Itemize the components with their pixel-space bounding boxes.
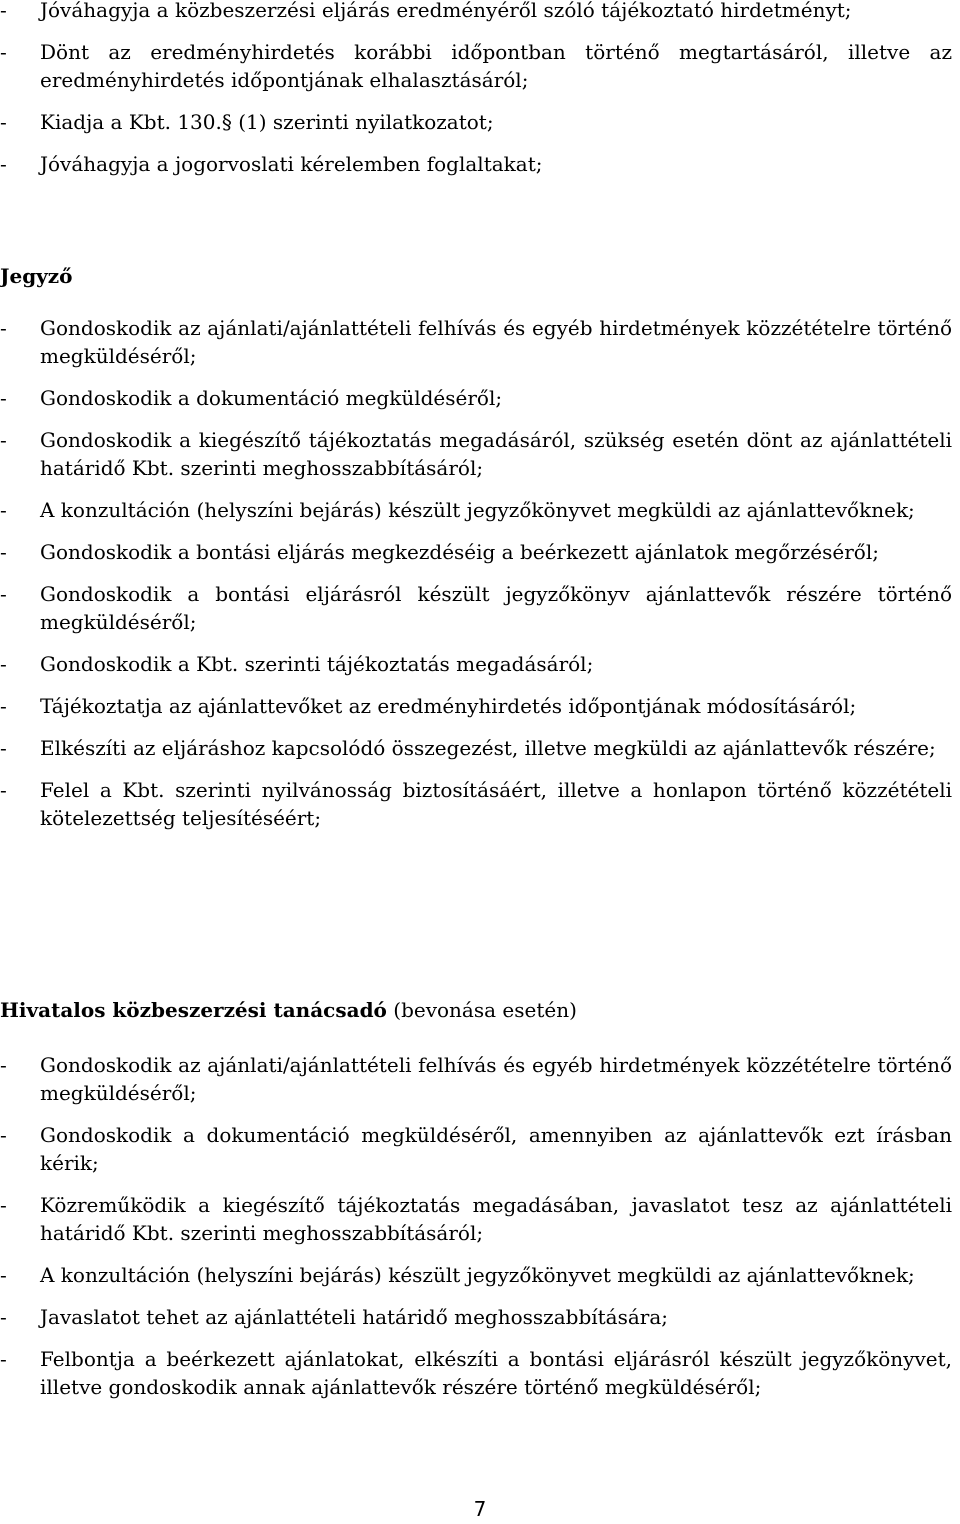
list-item-text: Gondoskodik a Kbt. szerinti tájékoztatás megadásáról; <box>40 652 594 676</box>
list-item-text: Jóváhagyja a közbeszerzési eljárás eredményéről szóló tájékoztató hirdetményt; <box>40 0 852 22</box>
section-jegyzo <box>0 314 956 832</box>
list-item <box>0 1121 956 1177</box>
list-item-text: Gondoskodik az ajánlati/ajánlattételi felhívás és egyéb hirdetmények közzétételre történő megküldéséről; <box>40 316 952 368</box>
section-approvals <box>0 0 956 178</box>
dash-bullet: - <box>0 386 7 410</box>
list-item <box>0 1345 956 1401</box>
heading-bold-text: Hivatalos közbeszerzési tanácsadó <box>0 998 387 1022</box>
dash-bullet: - <box>0 1347 7 1371</box>
dash-bullet: - <box>0 1123 7 1147</box>
section-heading-tanacsado <box>0 996 577 1024</box>
list-item <box>0 38 956 94</box>
list-item <box>0 776 956 832</box>
list-item-text: Gondoskodik a bontási eljárás megkezdéséig a beérkezett ajánlatok megőrzéséről; <box>40 540 879 564</box>
list-item-text: Gondoskodik a kiegészítő tájékoztatás megadásáról, szükség esetén dönt az ajánlattételi határidő Kbt. szerinti meghosszabbításáról; <box>40 428 952 480</box>
dash-bullet: - <box>0 778 7 802</box>
approvals-list <box>0 0 956 178</box>
list-item-text: A konzultáción (helyszíni bejárás) készült jegyzőkönyvet megküldi az ajánlattevőknek; <box>40 498 915 522</box>
dash-bullet: - <box>0 582 7 606</box>
list-item-text: Közreműködik a kiegészítő tájékoztatás megadásában, javaslatot tesz az ajánlattételi határidő Kbt. szerinti meghosszabbításáról; <box>40 1193 952 1245</box>
dash-bullet: - <box>0 428 7 452</box>
list-item <box>0 426 956 482</box>
list-item <box>0 384 956 412</box>
heading-note-text: (bevonása esetén) <box>386 998 577 1022</box>
dash-bullet: - <box>0 736 7 760</box>
dash-bullet: - <box>0 1305 7 1329</box>
list-item <box>0 650 956 678</box>
dash-bullet: - <box>0 694 7 718</box>
list-item <box>0 734 956 762</box>
heading-text: Jegyző <box>0 264 73 288</box>
list-item <box>0 1261 956 1289</box>
dash-bullet: - <box>0 540 7 564</box>
list-item <box>0 150 956 178</box>
list-item <box>0 1051 956 1107</box>
list-item-text: Gondoskodik a bontási eljárásról készült jegyzőkönyv ajánlattevők részére történő megküldéséről; <box>40 582 952 634</box>
list-item <box>0 1191 956 1247</box>
list-item-text: Gondoskodik az ajánlati/ajánlattételi felhívás és egyéb hirdetmények közzétételre történő megküldéséről; <box>40 1053 952 1105</box>
list-item <box>0 580 956 636</box>
list-item <box>0 1303 956 1331</box>
list-item-text: Gondoskodik a dokumentáció megküldéséről, amennyiben az ajánlattevők ezt írásban kérik; <box>40 1123 952 1175</box>
list-item-text: Jóváhagyja a jogorvoslati kérelemben foglaltakat; <box>40 152 543 176</box>
list-item-text: Javaslatot tehet az ajánlattételi határidő meghosszabbítására; <box>40 1305 669 1329</box>
list-item-text: Kiadja a Kbt. 130.§ (1) szerinti nyilatkozatot; <box>40 110 494 134</box>
page-number: 7 <box>473 1497 487 1521</box>
list-item-text: Tájékoztatja az ajánlattevőket az eredményhirdetés időpontjának módosításáról; <box>40 694 857 718</box>
list-item <box>0 538 956 566</box>
list-item <box>0 692 956 720</box>
section-heading-jegyzo <box>0 262 73 290</box>
list-item <box>0 314 956 370</box>
list-item <box>0 496 956 524</box>
dash-bullet: - <box>0 316 7 340</box>
list-item-text: A konzultáción (helyszíni bejárás) készült jegyzőkönyvet megküldi az ajánlattevőknek; <box>40 1263 915 1287</box>
dash-bullet: - <box>0 152 7 176</box>
list-item <box>0 108 956 136</box>
list-item-text: Dönt az eredményhirdetés korábbi időpontban történő megtartásáról, illetve az eredményhirdetés időpontjának elhalasztásáról; <box>40 40 952 92</box>
section-tanacsado <box>0 1051 956 1401</box>
dash-bullet: - <box>0 1193 7 1217</box>
list-item-text: Gondoskodik a dokumentáció megküldéséről; <box>40 386 503 410</box>
dash-bullet: - <box>0 110 7 134</box>
list-item <box>0 0 956 24</box>
list-item-text: Felel a Kbt. szerinti nyilvánosság biztosításáért, illetve a honlapon történő közzétételi kötelezettség teljesítéséért; <box>40 778 952 830</box>
list-item-text: Felbontja a beérkezett ajánlatokat, elkészíti a bontási eljárásról készült jegyzőkönyvet, illetve gondoskodik annak ajánlattevők részére történő megküldéséről; <box>40 1347 952 1399</box>
dash-bullet: - <box>0 498 7 522</box>
dash-bullet: - <box>0 0 7 22</box>
tanacsado-list <box>0 1051 956 1401</box>
jegyzo-list <box>0 314 956 832</box>
dash-bullet: - <box>0 1263 7 1287</box>
list-item-text: Elkészíti az eljáráshoz kapcsolódó összegezést, illetve megküldi az ajánlattevők részére; <box>40 736 936 760</box>
dash-bullet: - <box>0 1053 7 1077</box>
dash-bullet: - <box>0 652 7 676</box>
dash-bullet: - <box>0 40 7 64</box>
